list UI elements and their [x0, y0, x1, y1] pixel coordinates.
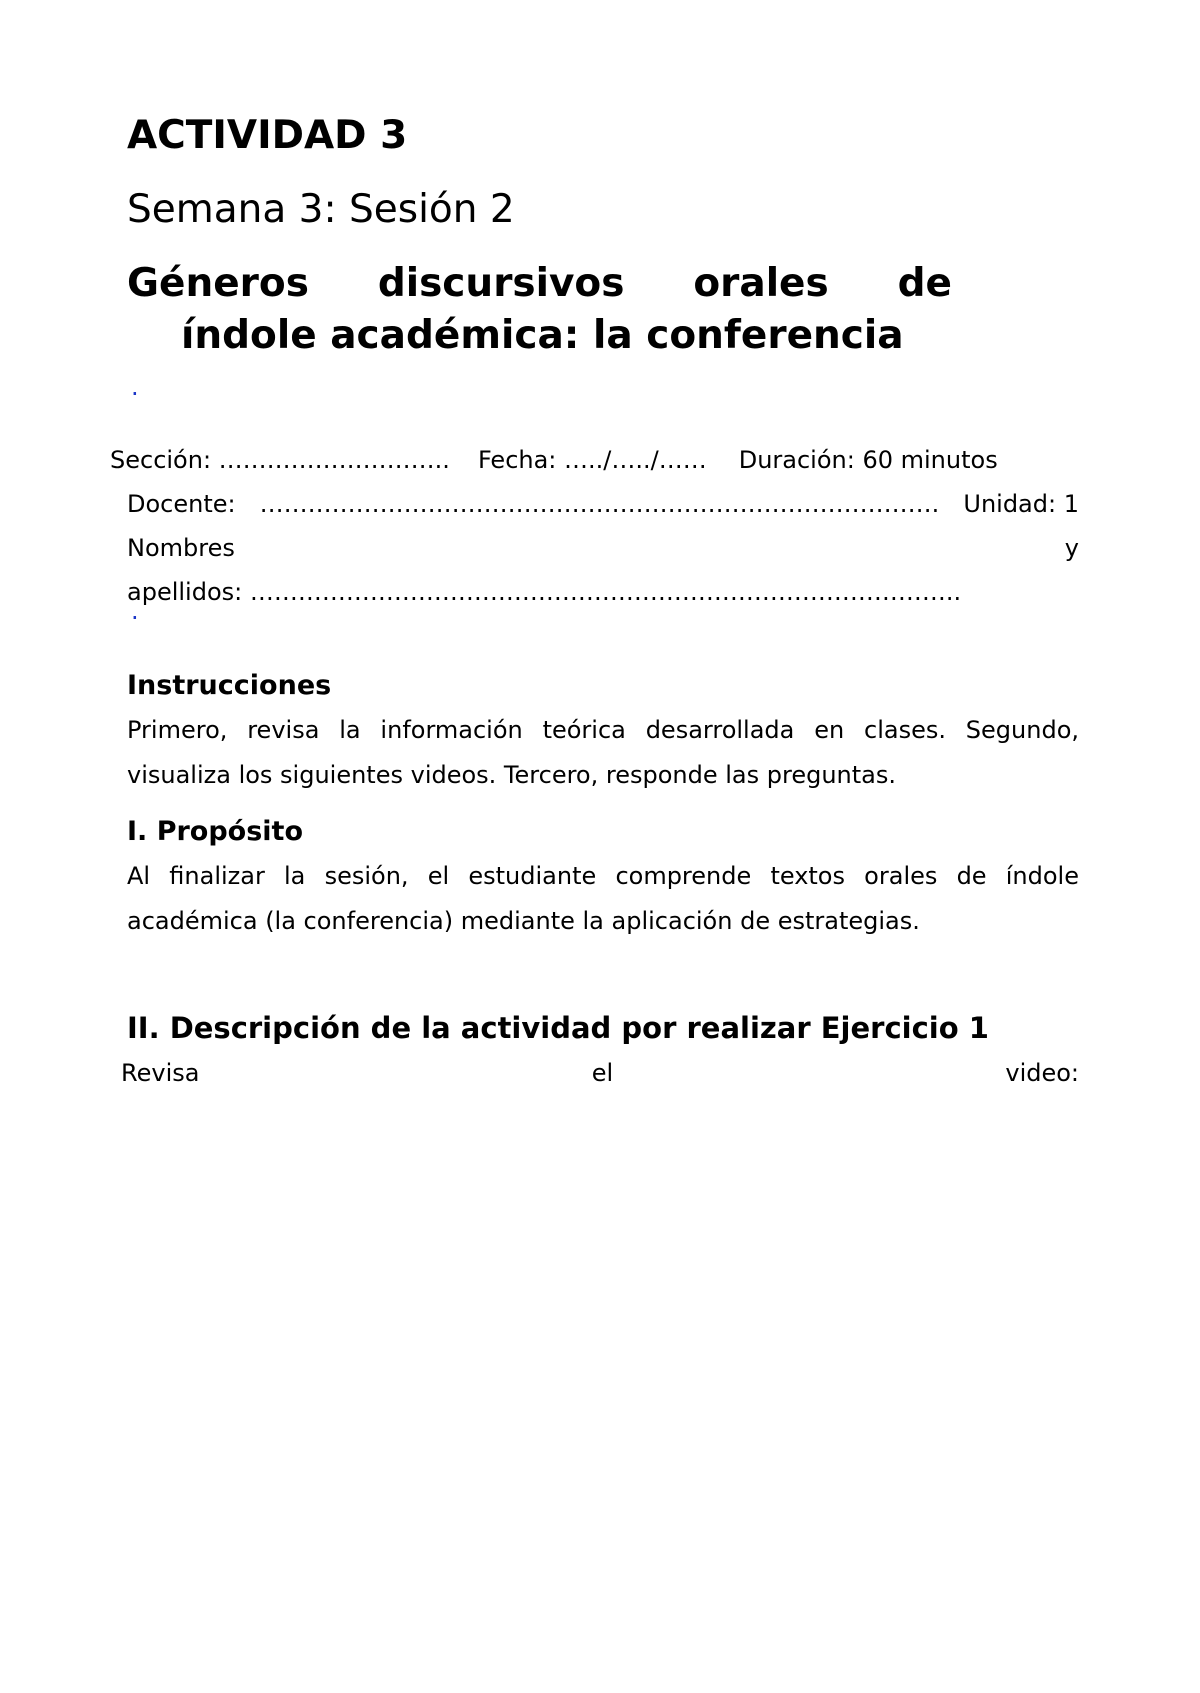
- fecha-field: Fecha: …../…../……: [477, 446, 707, 474]
- seccion-field: Sección: ………………………..: [110, 446, 450, 474]
- instrucciones-heading: Instrucciones: [127, 670, 332, 701]
- unidad-field: Unidad: 1: [963, 490, 1079, 518]
- docente-blank: ………………………………………………………………………….: [259, 490, 940, 518]
- revisa-word: Revisa: [121, 1059, 200, 1087]
- apellidos-field: apellidos: ……………………………………………………………………………..: [127, 578, 962, 606]
- nombres-y: y: [1064, 534, 1079, 562]
- duracion-field: Duración: 60 minutos: [738, 446, 998, 474]
- topic-heading-line-1: [127, 258, 952, 310]
- docente-label: Docente:: [127, 490, 236, 518]
- nombres-line: [127, 533, 1079, 563]
- heading-word: orales: [693, 261, 829, 306]
- bullet-dot: ·: [131, 604, 139, 632]
- descripcion-heading: II. Descripción de la actividad por realizar Ejercicio 1: [127, 1011, 989, 1045]
- instrucciones-text: Primero, revisa la información teórica desarrollada en clases. Segundo, visualiza los siguientes videos. Tercero, responde las preguntas.: [127, 716, 1079, 789]
- heading-word: de: [897, 261, 952, 306]
- el-word: el: [591, 1059, 614, 1087]
- heading-word: discursivos: [377, 261, 625, 306]
- revisa-video-line: [121, 1058, 1079, 1088]
- bullet-dot: ·: [131, 380, 139, 408]
- proposito-heading: I. Propósito: [127, 816, 304, 847]
- document-title: ACTIVIDAD 3: [127, 113, 408, 158]
- proposito-text: Al finalizar la sesión, el estudiante comprende textos orales de índole académica (la conferencia) mediante la aplicación de estrategias.: [127, 862, 1079, 935]
- form-info-line: [110, 445, 998, 475]
- topic-heading-line-2: índole académica: la conferencia: [181, 313, 904, 358]
- nombres-label: Nombres: [127, 534, 235, 562]
- session-subtitle: Semana 3: Sesión 2: [127, 187, 515, 232]
- heading-word: Géneros: [127, 261, 309, 306]
- docente-line: [127, 489, 1079, 519]
- video-word: video:: [1005, 1059, 1079, 1087]
